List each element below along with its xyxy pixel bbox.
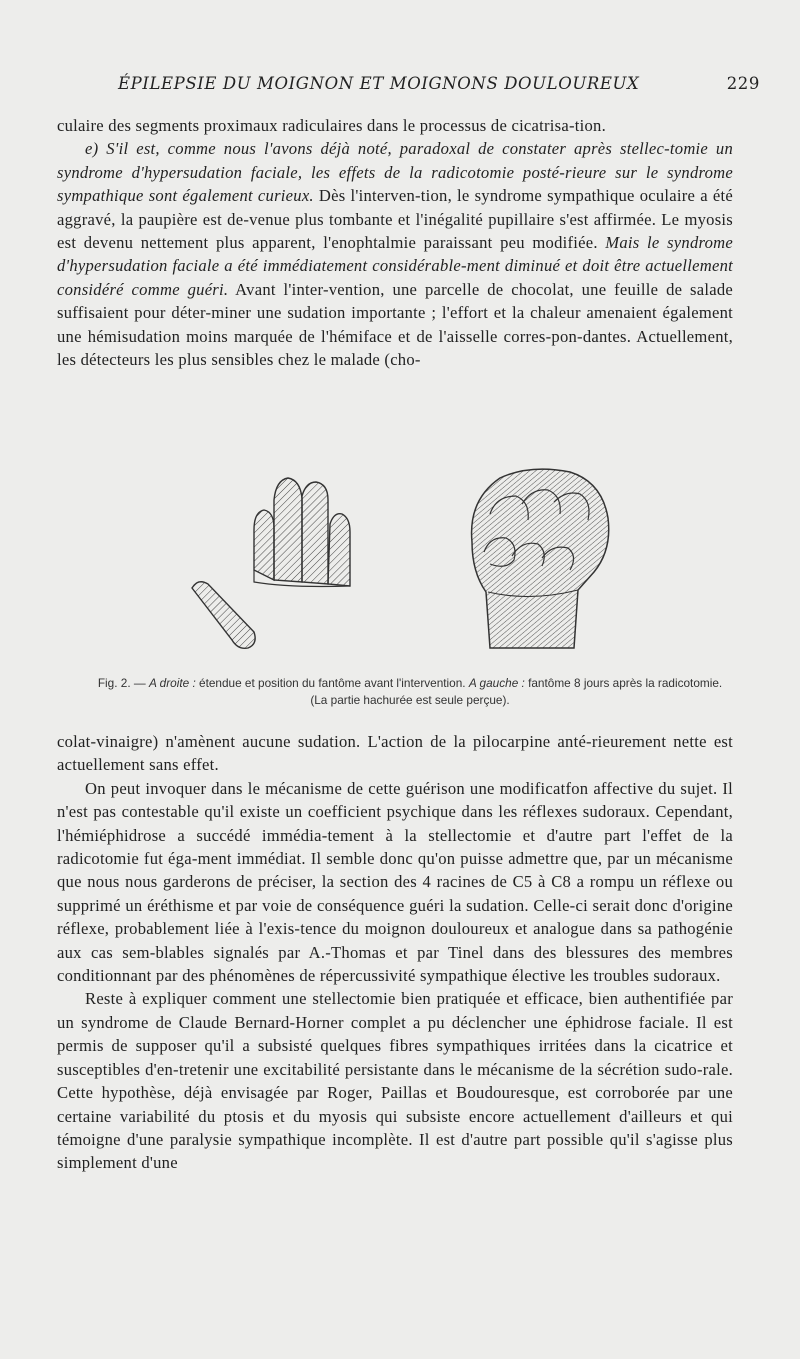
paragraph-continuation-2: colat-vinaigre) n'amènent aucune sudation. L'action de la pilocarpine anté-rieurement nette est actuellement sans effet. [57,732,733,775]
italic-statement-2: Mais le syndrome d'hypersudation faciale a été immédiatement considérable-ment diminué et doit être actuellement considéré comme guéri. [57,233,733,299]
figure-caption [90,675,730,709]
finger-phantom-3 [302,482,328,584]
paragraph-explanation: Reste à expliquer comment une stellectomie bien pratiquée et efficace, bien authentifiée par un syndrome de Claude Bernard-Horner complet a pu déclencher une éphidrose faciale. Il est permis de supposer qu'il a subsisté quelques fibres sympathiques irritées dans la cicatrice et susceptibles d'en-tretenir une excitabilité persistante dans le mécanisme de la sécrétion sudo-rale. Cette hypothèse, déjà envisagée par Roger, Paillas et Boudouresque, est corroborée par une certaine variabilité du ptosis et du myosis qui subsiste encore actuellement d'ailleurs et qui témoigne d'une paralysie sympathique incomplète. Il est d'autre part possible qu'il s'agisse plus simplement d'une [57,989,733,1173]
roman-text-1: Dès l'interven-tion, le syndrome sympathique oculaire a été aggravé, la paupière est de-venue plus tombante et l'inégalité pupillaire s'est affirmée. Le myosis est devenu nettement plus apparent, l'enophtalmie paraissant peu modifiée. [57,186,733,253]
right-hand-fist-drawing [472,469,609,648]
paragraph-mechanism: On peut invoquer dans le mécanisme de cette guérison une modificatfon affective du sujet. Il n'est pas contestable qu'il existe un coefficient psychique dans les réflexes sudoraux. Cependant, l'hémiéphidrose a succédé immédia-tement à la stellectomie et d'autre part l'effet de la radicotomie fut éga-ment immédiat. Il semble donc qu'on puisse admettre que, par un mécanisme que nous nous garderons de préciser, la section des 4 racines de C5 à C8 a rompu un réflexe ou supprimé un éréthisme et par voie de conséquence guéri la sudation. Celle-ci serait donc d'origine réflexe, probablement liée à l'exis-tence du moignon douloureux et analogue dans sa pathogénie aux cas sem-blables signalés par A.-Thomas et par Tinel dans des blessures des membres conditionnant par des phénomènes de répercussivité sympathique élective les troubles sudoraux. [57,778,733,986]
paragraph-continuation: culaire des segments proximaux radiculaires dans le processus de cicatrisa-tion. [57,116,606,135]
caption-right-label: A droite : [148,676,196,690]
caption-left-label: A gauche : [468,676,525,690]
text-block-top [57,114,733,371]
thumb-phantom-shape [192,582,255,649]
caption-text-2: fantôme 8 jours après la radicotomie. (La partie hachurée est seule perçue). [310,676,723,707]
roman-text-2: Avant l'inter-vention, une parcelle de chocolat, une feuille de salade suffisaient pour déter-miner une sudation importante ; l'effort et la chaleur amenaient également une hémisudation moins marquée de l'hémiface et de l'aisselle corres-pon-dantes. Actuellement, les détecteurs les plus sensibles chez le malade (cho- [57,279,733,370]
italic-statement-1: e) S'il est, comme nous l'avons déjà noté, paradoxal de constater après stellec-tomie un syndrome d'hypersudation faciale, les effets de la radicotomie posté-rieure sur le syndrome sympathique sont également curieux. [57,139,733,206]
finger-phantom-2 [274,478,302,582]
paragraph-e [57,137,733,371]
page-number: 229 [726,74,760,93]
text-block-bottom [57,730,733,1175]
finger-phantom-1 [254,510,274,580]
finger-phantom-4 [328,514,350,586]
left-hand-phantom-drawing [192,478,350,648]
caption-text-1: étendue et position du fantôme avant l'intervention. [195,676,469,690]
running-title: ÉPILEPSIE DU MOIGNON ET MOIGNONS DOULOUREUX [118,74,640,93]
caption-lead: Fig. 2. — [97,676,149,690]
fist-outline [472,469,609,648]
figure-phantom-hands [150,460,650,670]
running-header [58,74,760,100]
